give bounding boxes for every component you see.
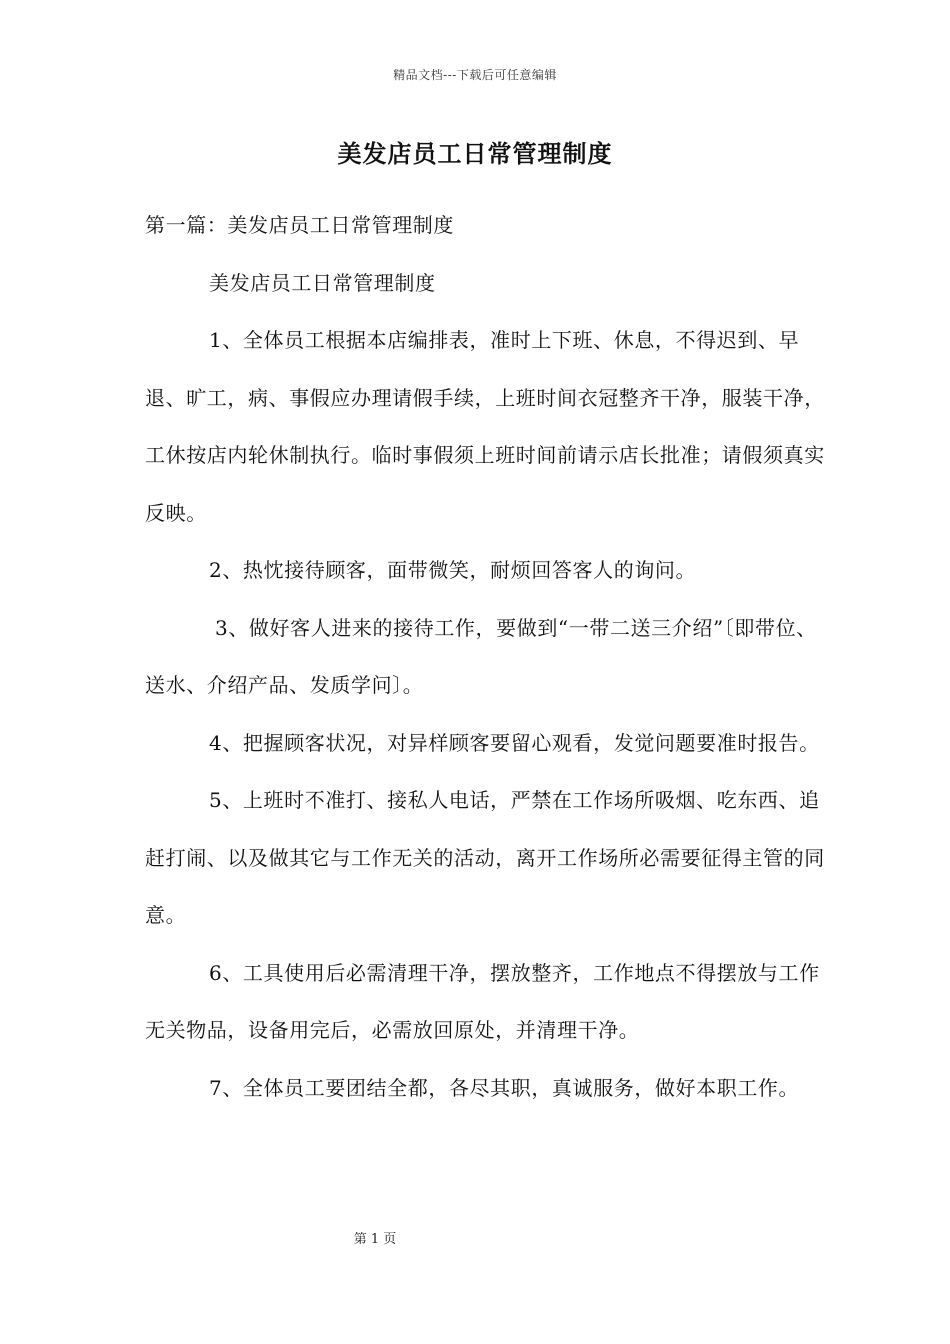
paragraph-7: 7、全体员工要团结全都，各尽其职，真诚服务，做好本职工作。 xyxy=(209,1075,800,1100)
paragraph-6: 6、工具使用后必需清理干净，摆放整齐，工作地点不得摆放与工作无关物品，设备用完后，必需放回原处，并清理干净。 xyxy=(145,960,820,1042)
paragraph-5: 5、上班时不准打、接私人电话，严禁在工作场所吸烟、吃东西、追赶打闹、以及做其它与工作无关的活动，离开工作场所必需要征得主管的同意。 xyxy=(145,788,825,927)
document-subtitle: 美发店员工日常管理制度 xyxy=(209,270,436,295)
paragraph-1: 1、全体员工根据本店编排表，准时上下班、休息，不得迟到、早退、旷工，病、事假应办理请假手续，上班时间衣冠整齐干净，服装干净，工休按店内轮休制执行。临时事假须上班时间前请示店长批准；请假须真实反映。 xyxy=(145,328,825,525)
paragraph-2: 2、热忱接待顾客，面带微笑，耐烦回答客人的询问。 xyxy=(209,558,697,582)
paragraph-3: 3、做好客人进来的接待工作，要做到“一带二送三介绍”〔即带位、送水、介绍产品、发质学问〕。 xyxy=(145,615,817,697)
page-number: 第 1 页 xyxy=(353,1232,397,1247)
header-note: 精品文档---下载后可任意编辑 xyxy=(393,68,557,82)
document-body xyxy=(145,197,835,1117)
document-title: 美发店员工日常管理制度 xyxy=(337,139,613,168)
paragraph-4: 4、把握顾客状况，对异样顾客要留心观看，发觉问题要准时报告。 xyxy=(209,730,820,755)
section-heading: 第一篇：美发店员工日常管理制度 xyxy=(145,213,454,237)
